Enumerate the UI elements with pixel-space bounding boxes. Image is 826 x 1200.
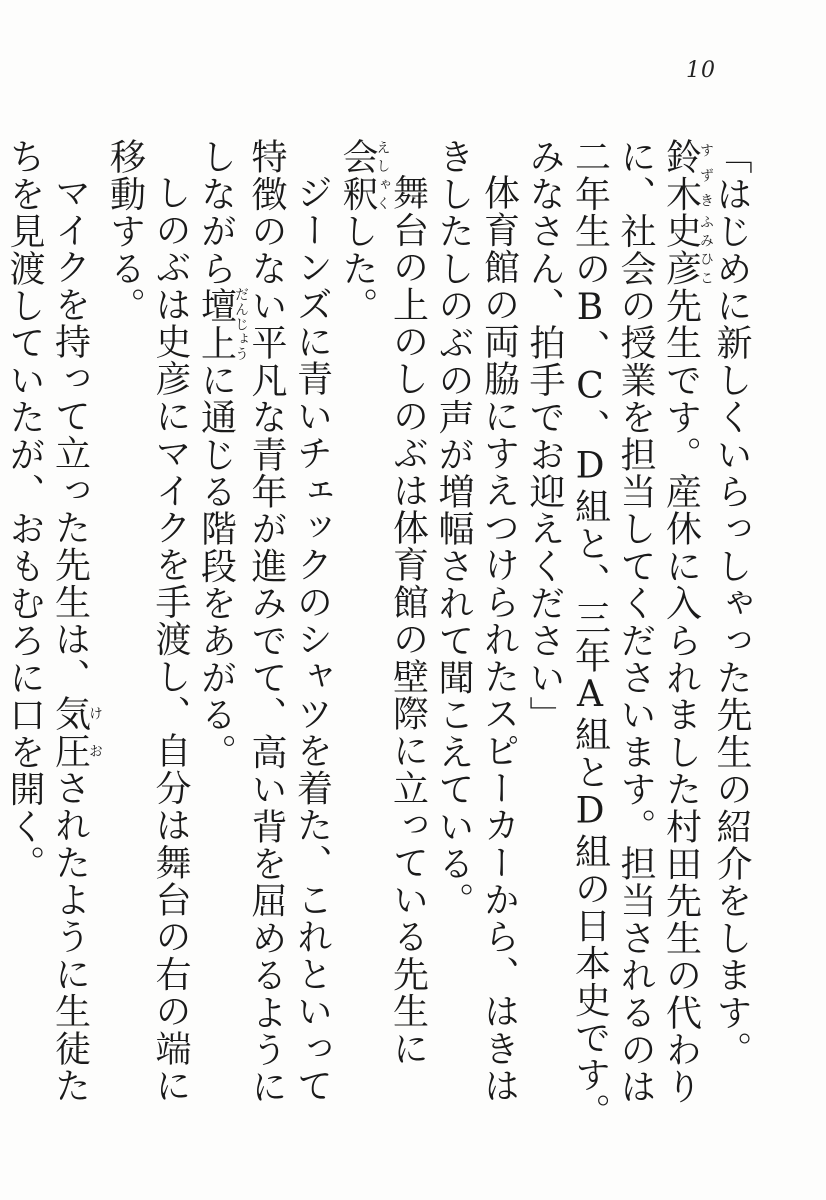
furigana: ふみひこ	[698, 212, 714, 287]
paragraph	[522, 138, 755, 1138]
text-run: しのぶは史彦にマイクを手渡し、自分は舞台の右の端に移動する。	[104, 138, 191, 1104]
paragraph	[193, 138, 335, 1138]
ruby-word	[660, 212, 714, 287]
ruby-word	[49, 694, 103, 770]
text-run: 体育館の両脇にすえつけられたスピーカーから、はきはきしたしのぶの声が増幅されて聞こえている。	[433, 138, 520, 1104]
furigana: だんじょう	[233, 286, 249, 362]
ruby-base: 気圧	[49, 694, 91, 770]
text-run: ジーンズに青いチェックのシャツを着た、これといって特徴のない平凡な青年が進みでて、高い背を屈めるようにしながら	[195, 138, 333, 1106]
body-text	[4, 138, 754, 1138]
ruby-word	[195, 286, 249, 362]
page-number: 10	[686, 58, 716, 83]
ruby-base: 史彦	[660, 212, 702, 287]
furigana: けお	[87, 694, 103, 770]
paragraph	[0, 138, 2, 1138]
furigana: えしゃく	[374, 138, 391, 213]
paragraph	[2, 138, 103, 1138]
text-run: 舞台の上のしのぶは体育館の壁際に立っている先生に	[387, 174, 429, 1067]
furigana: すずき	[698, 138, 714, 213]
text-run: 先生です。産休に入られました村田先生の代わりに、社会の授業を担当してくださいます。担当されるのは二年生のB、C、D組と、三年A組とD組の日本史です。みなさん、拍手でお迎えください」	[524, 138, 702, 1131]
ruby-word	[660, 138, 714, 213]
paragraph	[102, 138, 193, 1138]
text-run: した。	[337, 212, 378, 325]
ruby-base: 鈴木	[660, 138, 702, 213]
text-run: 「はじめに新しくいらっしゃった先生の紹介をします。	[711, 138, 752, 1068]
text-run: されたように生徒たちを見渡していたが、おもむろに口を開く。	[4, 138, 91, 1105]
paragraph	[431, 138, 522, 1138]
text-run: マイクを持って立った先生は、	[49, 174, 91, 695]
ruby-base: 会釈	[337, 138, 378, 213]
ruby-base: 壇上	[195, 286, 237, 362]
text-run: に通じる階段をあがる。	[195, 361, 237, 771]
paragraph	[335, 138, 431, 1138]
ruby-word	[337, 138, 391, 213]
